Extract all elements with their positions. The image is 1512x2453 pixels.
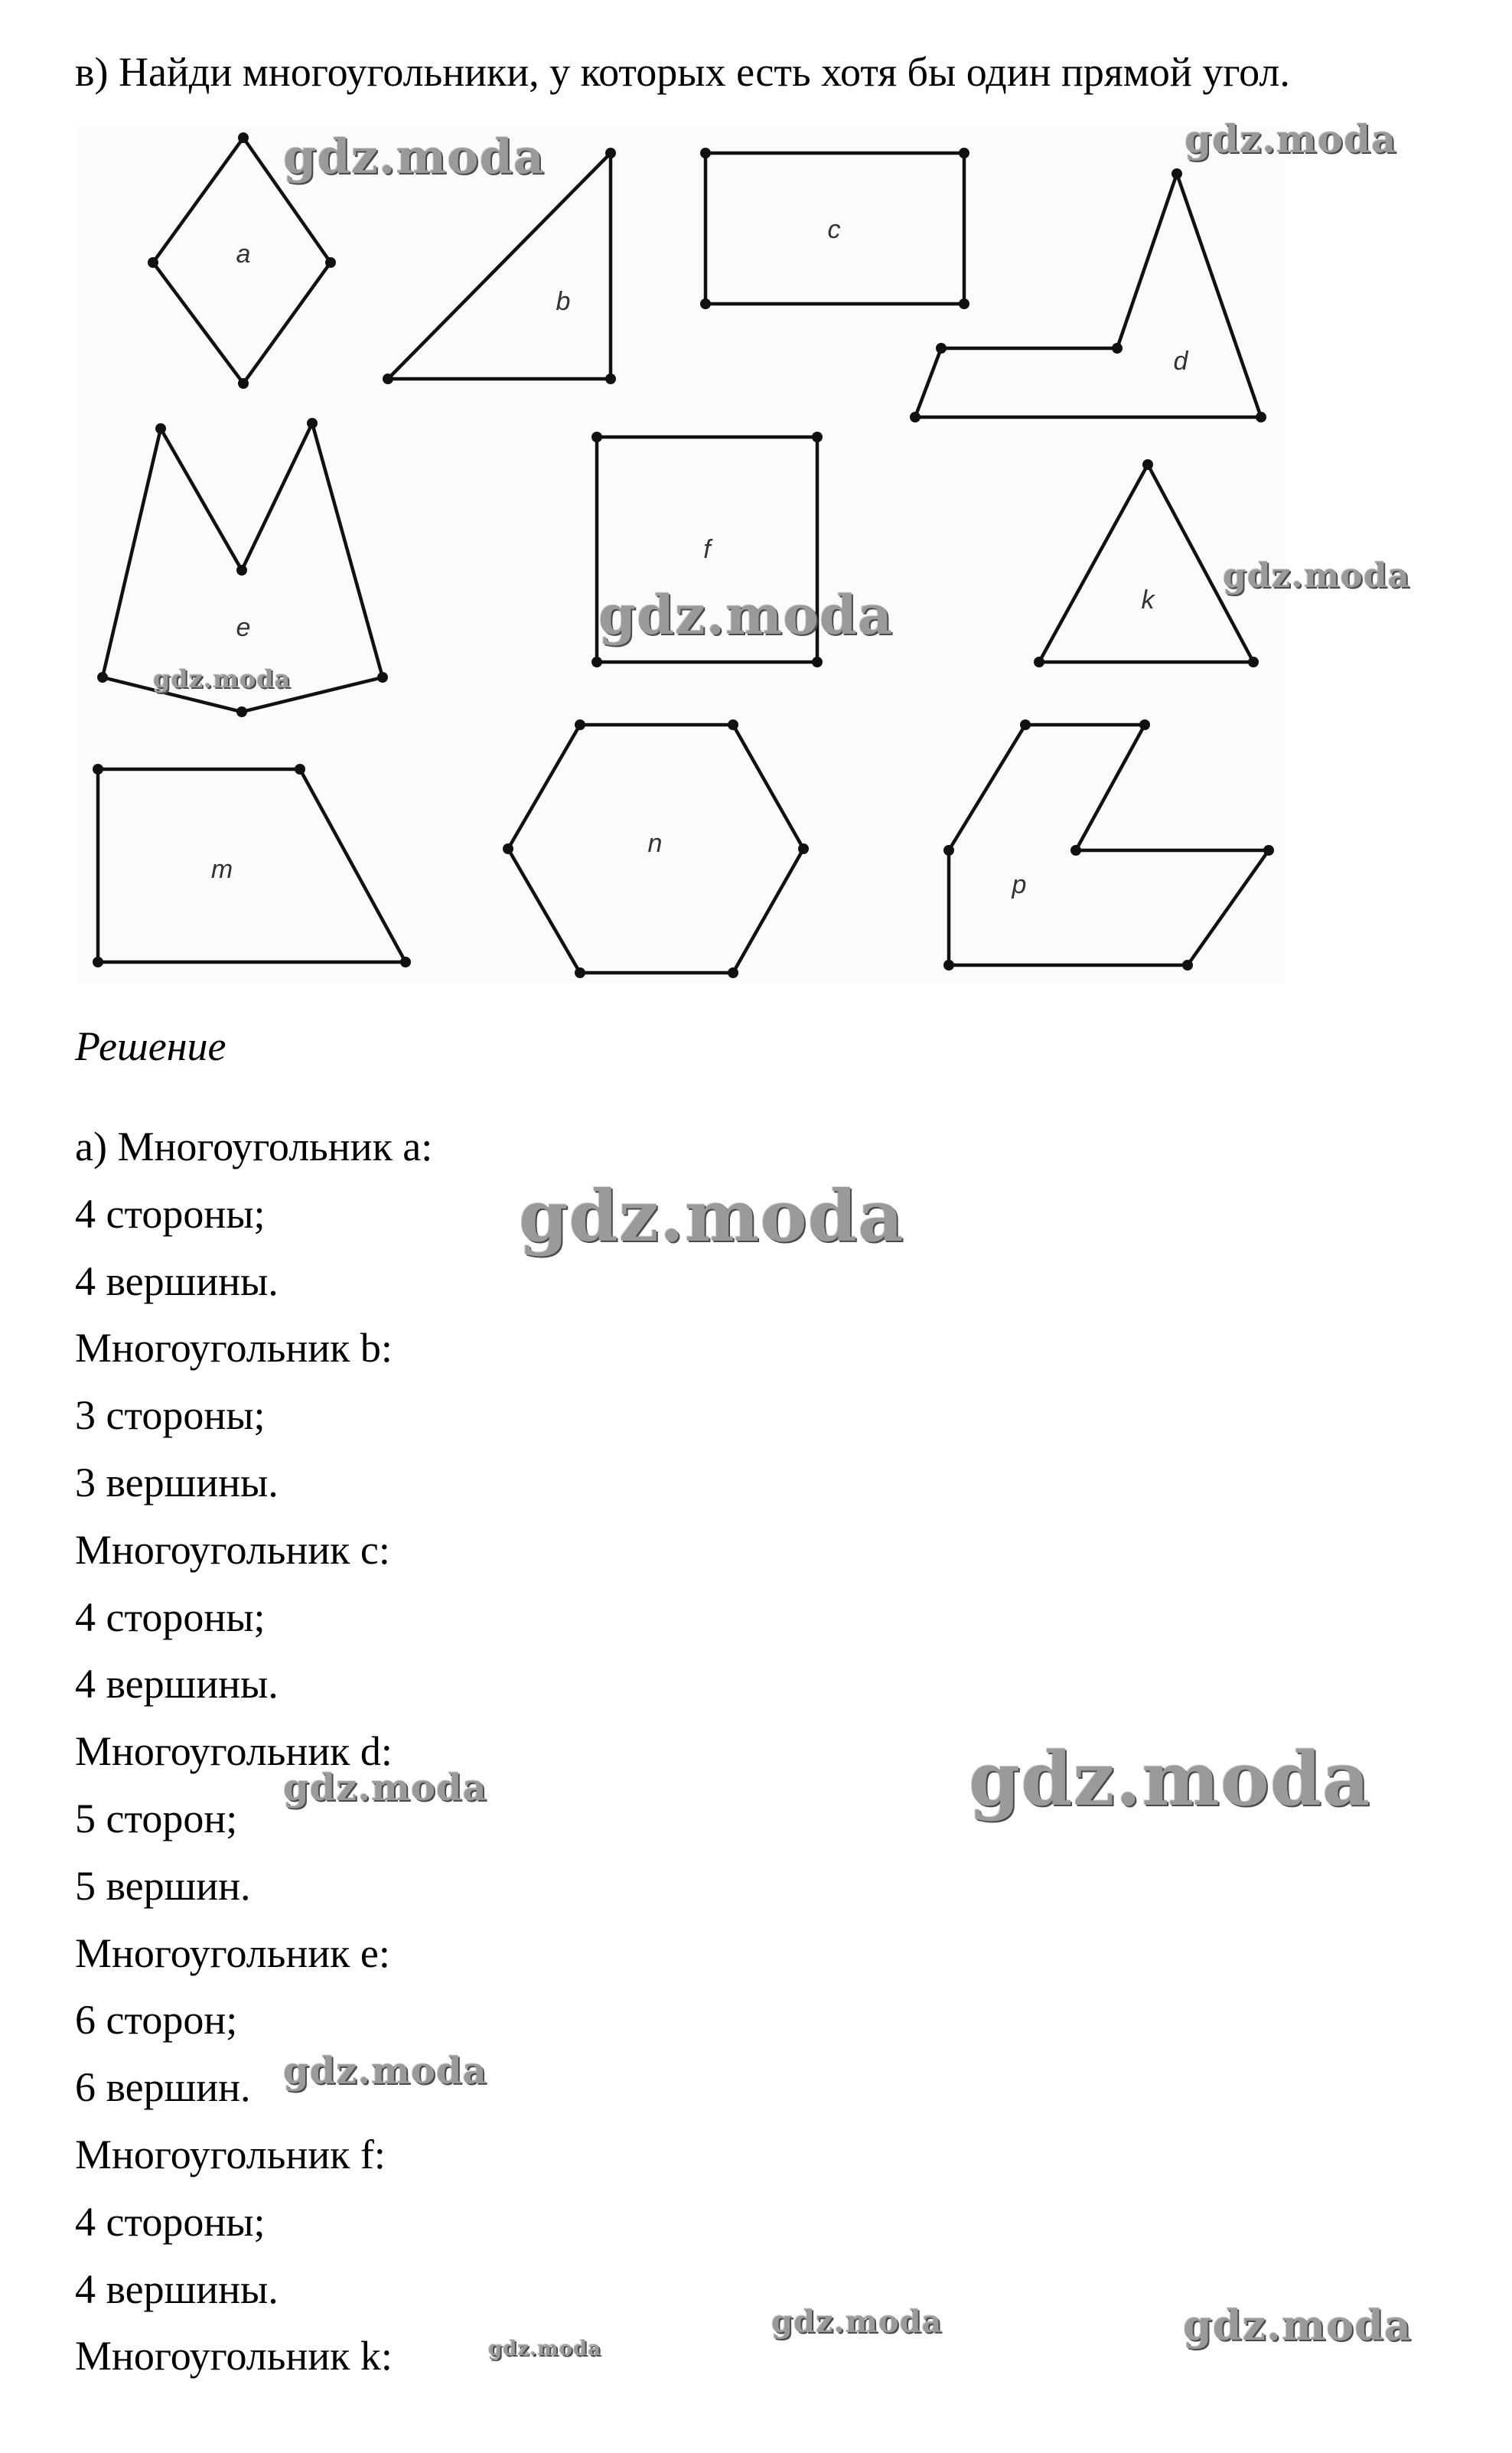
solution-line: 5 сторон; (75, 1795, 238, 1841)
polygon-d-label: d (1173, 347, 1188, 376)
watermark: gdz.moda (283, 2050, 487, 2093)
solution-line: Многоугольник e: (75, 1929, 390, 1976)
watermark: gdz.moda (1223, 556, 1411, 595)
solution-line: Многоугольник d: (75, 1728, 393, 1775)
polygons-drawing (77, 126, 1286, 983)
watermark: gdz.moda (488, 2337, 602, 2360)
polygon-e-label: e (236, 613, 251, 642)
task-statement: в) Найди многоугольники, у которых есть хотя бы один прямой угол. (75, 49, 1290, 95)
polygon-m (93, 764, 411, 967)
solution-line: 4 вершины. (75, 2265, 279, 2312)
polygon-m-label: m (210, 855, 233, 884)
polygon-c (700, 148, 969, 309)
solution-line: 4 стороны; (75, 1593, 266, 1640)
watermark: gdz.moda (598, 583, 894, 647)
polygon-f-label: f (703, 535, 711, 564)
solution-line: Многоугольник b: (75, 1325, 393, 1372)
polygon-c-label: c (827, 215, 841, 244)
watermark: gdz.moda (153, 664, 292, 693)
watermark: gdz.moda (283, 129, 545, 184)
solution-line: 4 стороны; (75, 2198, 266, 2245)
watermark: gdz.moda (771, 2304, 943, 2340)
polygon-n (503, 719, 809, 978)
solution-line: Многоугольник k: (75, 2333, 393, 2380)
polygon-n-label: n (647, 829, 663, 858)
solution-line: 4 вершины. (75, 1661, 279, 1708)
solution-line: 6 вершин. (75, 2064, 251, 2111)
solution-heading: Решение (75, 1023, 226, 1069)
polygon-p (943, 719, 1274, 970)
polygon-k-label: k (1141, 586, 1155, 615)
solution-line: 4 вершины. (75, 1257, 279, 1304)
solution-line: 6 сторон; (75, 1997, 238, 2044)
solution-line: 4 стороны; (75, 1190, 266, 1237)
watermark: gdz.moda (1185, 116, 1397, 161)
solution-lines (75, 1114, 432, 2390)
polygon-b-label: b (556, 287, 571, 316)
solution-line: Многоугольник f: (75, 2131, 386, 2177)
watermark: gdz.moda (1183, 2301, 1412, 2350)
solution-line: 3 вершины. (75, 1459, 279, 1505)
solution-line: Многоугольник c: (75, 1526, 390, 1573)
watermark: gdz.moda (283, 1766, 487, 1809)
polygon-a-label: a (236, 240, 251, 269)
polygon-p-label: p (1012, 870, 1027, 899)
watermark: gdz.moda (519, 1175, 904, 1257)
solution-line: а) Многоугольник a: (75, 1124, 433, 1169)
polygons-figure (77, 126, 1286, 983)
watermark: gdz.moda (969, 1736, 1371, 1822)
solution-line: 3 стороны; (75, 1392, 266, 1439)
solution-line: 5 вершин. (75, 1862, 251, 1909)
